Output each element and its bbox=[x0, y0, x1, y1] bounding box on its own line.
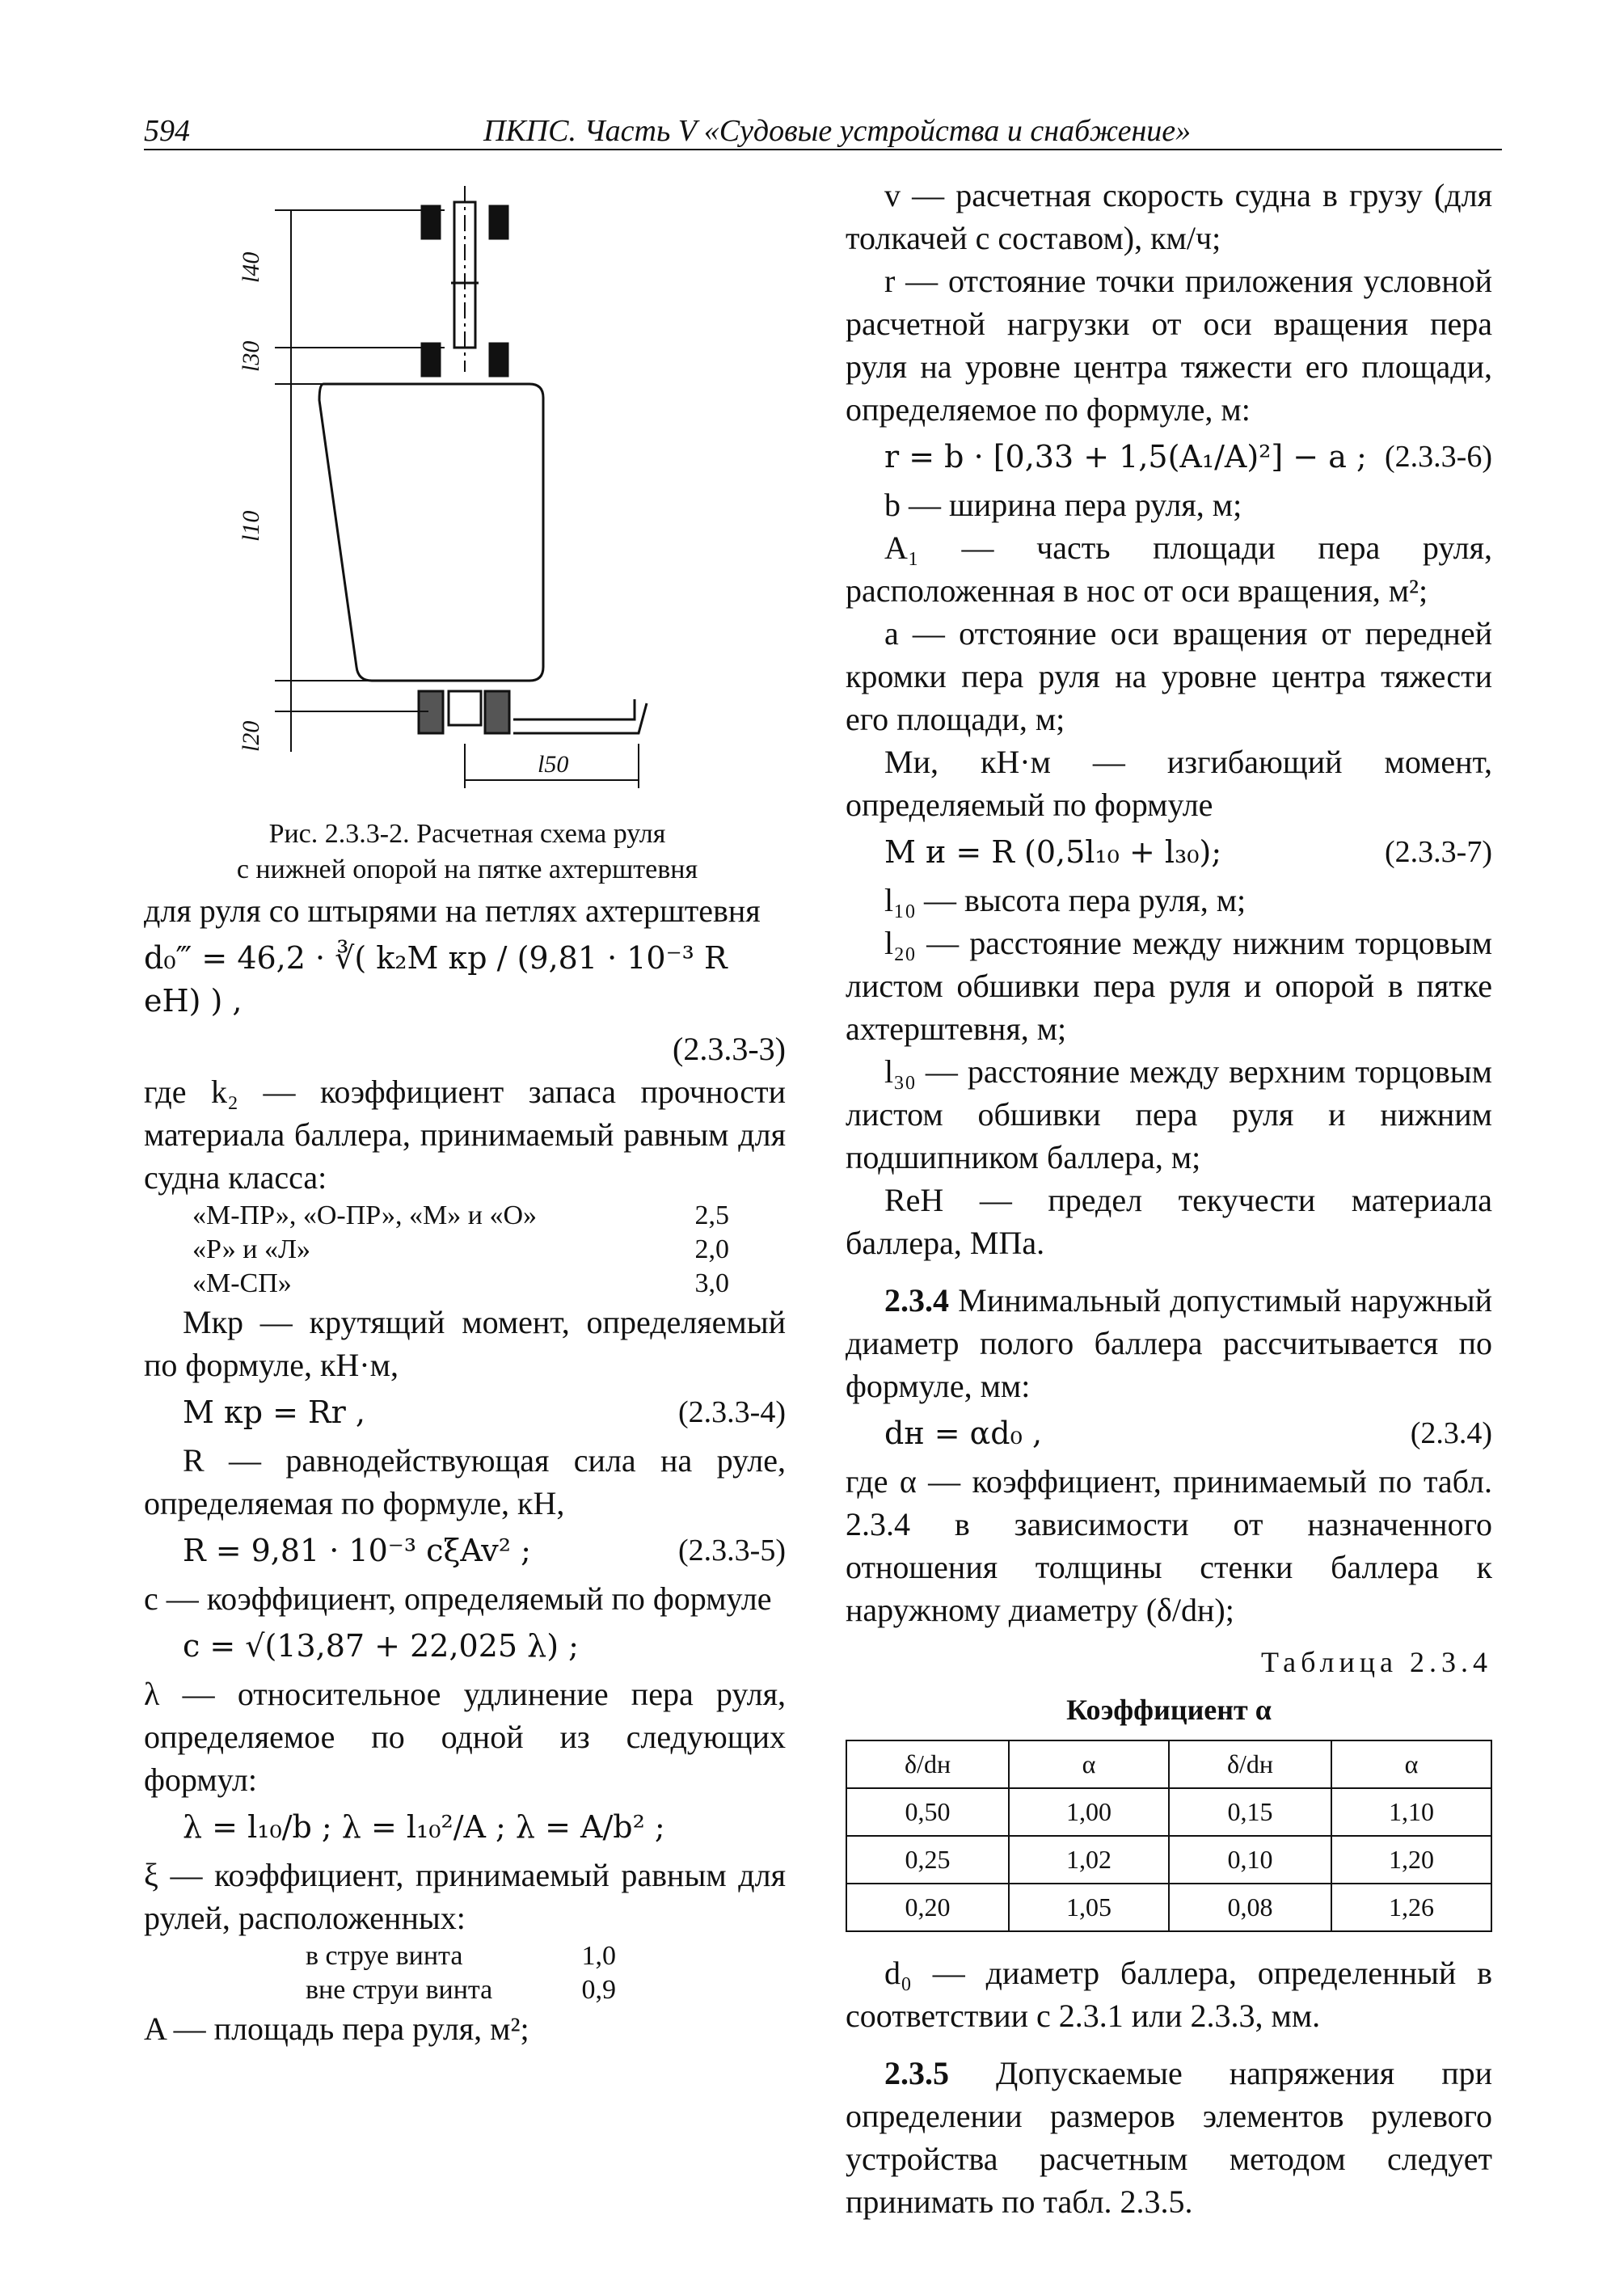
paragraph: для руля со штырями на петлях ахтерштевня bbox=[144, 892, 761, 929]
paragraph: Mкр — крутящий момент, определяемый по формуле, кН·м, bbox=[144, 1304, 786, 1383]
paragraph: A — площадь пера руля, м²; bbox=[144, 2010, 529, 2047]
label-l30: l30 bbox=[238, 340, 264, 372]
table-row: 0,50 1,00 0,15 1,10 bbox=[846, 1788, 1491, 1836]
xi-list bbox=[144, 1939, 786, 2007]
section-2-3-5: 2.3.5 Допускаемые напряжения при определении размеров элементов рулевого устройства расчетным методом следует принимать по табл. 2.3.5. bbox=[846, 2055, 1492, 2220]
formula-2-3-3-4: M кр = Rr , (2.3.3-4) bbox=[183, 1394, 786, 1430]
paragraph: r — отстояние точки приложения условной расчетной нагрузки от оси вращения пера руля на уровне центра тяжести его площади, определяемое по формуле, м: bbox=[846, 263, 1492, 428]
formula-c: c = √(13,87 + 22,025 λ) ; bbox=[183, 1628, 579, 1664]
table-row: 0,25 1,02 0,10 1,20 bbox=[846, 1836, 1491, 1884]
label-l50: l50 bbox=[538, 751, 569, 778]
list-item: «М-ПР», «О-ПР», «М» и «О» 2,5 bbox=[192, 1200, 729, 1230]
paragraph: l₂₀ — расстояние между нижним торцовым листом обшивки пера руля и опорой в пятке ахтерштевня, м; bbox=[846, 925, 1492, 1047]
list-item: «Р» и «Л» 2,0 bbox=[192, 1234, 729, 1264]
paragraph: ξ — коэффициент, принимаемый равным для рулей, расположенных: bbox=[144, 1857, 786, 1936]
left-column bbox=[144, 889, 786, 2050]
paragraph: где α — коэффициент, принимаемый по табл. 2.3.4 в зависимости от назначенного отношения толщины стенки баллера к наружному диаметру (δ/dн); bbox=[846, 1463, 1492, 1628]
table-label: Таблица 2.3.4 bbox=[1261, 1646, 1492, 1678]
paragraph: R — равнодействующая сила на руле, определяемая по формуле, кН, bbox=[144, 1442, 786, 1521]
paragraph: l₃₀ — расстояние между верхним торцовым листом обшивки пера руля и нижним подшипником баллера, м; bbox=[846, 1053, 1492, 1175]
coefficient-table bbox=[846, 1740, 1492, 1932]
running-header bbox=[144, 113, 1502, 150]
formula-2-3-3-6: r = b · [0,33 + 1,5(A₁/A)²] − a ; (2.3.3-6) bbox=[884, 439, 1492, 475]
figure-caption: Рис. 2.3.3-2. Расчетная схема руля с нижней опорой на пятке ахтерштевня bbox=[236, 819, 698, 884]
label-l10: l10 bbox=[238, 510, 264, 542]
label-l40: l40 bbox=[238, 251, 264, 283]
list-item: вне струи винта 0,9 bbox=[306, 1975, 616, 2005]
paragraph: d₀ — диаметр баллера, определенный в соответствии с 2.3.1 или 2.3.3, мм. bbox=[846, 1955, 1492, 2034]
paragraph: A₁ — часть площади пера руля, расположенная в нос от оси вращения, м²; bbox=[846, 530, 1492, 609]
running-title: ПКПС. Часть V «Судовые устройства и снабжение» bbox=[483, 114, 1192, 148]
paragraph: Mи, кН·м — изгибающий момент, определяемый по формуле bbox=[846, 744, 1492, 823]
page-number: 594 bbox=[144, 114, 190, 148]
formula-2-3-4: dн = αd₀ , (2.3.4) bbox=[884, 1416, 1492, 1451]
paragraph: ReH — предел текучести материала баллера, МПа. bbox=[846, 1182, 1492, 1261]
list-item: «М-СП» 3,0 bbox=[192, 1268, 729, 1298]
paragraph: a — отстояние оси вращения от передней кромки пера руля на уровне центра тяжести его площади, м; bbox=[846, 615, 1492, 737]
list-item: в струе винта 1,0 bbox=[306, 1941, 616, 1971]
formula-lambda: λ = l₁₀/b ; λ = l₁₀²/A ; λ = A/b² ; bbox=[183, 1809, 665, 1845]
formula-2-3-3-5: R = 9,81 · 10⁻³ cξAv² ; (2.3.3-5) bbox=[183, 1533, 786, 1568]
paragraph: λ — относительное удлинение пера руля, определяемое по одной из следующих формул: bbox=[144, 1676, 786, 1798]
paragraph: v — расчетная скорость судна в грузу (для толкачей с составом), км/ч; bbox=[846, 177, 1492, 256]
paragraph: b — ширина пера руля, м; bbox=[884, 487, 1242, 523]
rudder-diagram bbox=[238, 186, 695, 800]
formula-2-3-3-7: M и = R (0,5l₁₀ + l₃₀); (2.3.3-7) bbox=[884, 834, 1492, 870]
formula-2-3-3-3: d₀‴ = 46,2 · ∛( k₂M кр / (9,81 · 10⁻³ R еН) ) , bbox=[144, 940, 728, 1019]
k-list bbox=[144, 1199, 786, 1301]
table-row: 0,20 1,05 0,08 1,26 bbox=[846, 1884, 1491, 1931]
section-2-3-4: 2.3.4 Минимальный допустимый наружный диаметр полого баллера рассчитывается по формуле, мм: bbox=[846, 1282, 1492, 1404]
table-title: Коэффициент α bbox=[1066, 1694, 1272, 1726]
paragraph: где k₂ — коэффициент запаса прочности материала баллера, принимаемый равным для судна класса: bbox=[144, 1074, 786, 1196]
paragraph: l₁₀ — высота пера руля, м; bbox=[884, 882, 1246, 918]
label-l20: l20 bbox=[238, 720, 264, 752]
paragraph: c — коэффициент, определяемый по формуле bbox=[144, 1580, 772, 1617]
right-column bbox=[846, 174, 1492, 2223]
formula-number: (2.3.3-3) bbox=[673, 1031, 786, 1067]
table-header-row: δ/dн α δ/dн α bbox=[846, 1740, 1491, 1788]
